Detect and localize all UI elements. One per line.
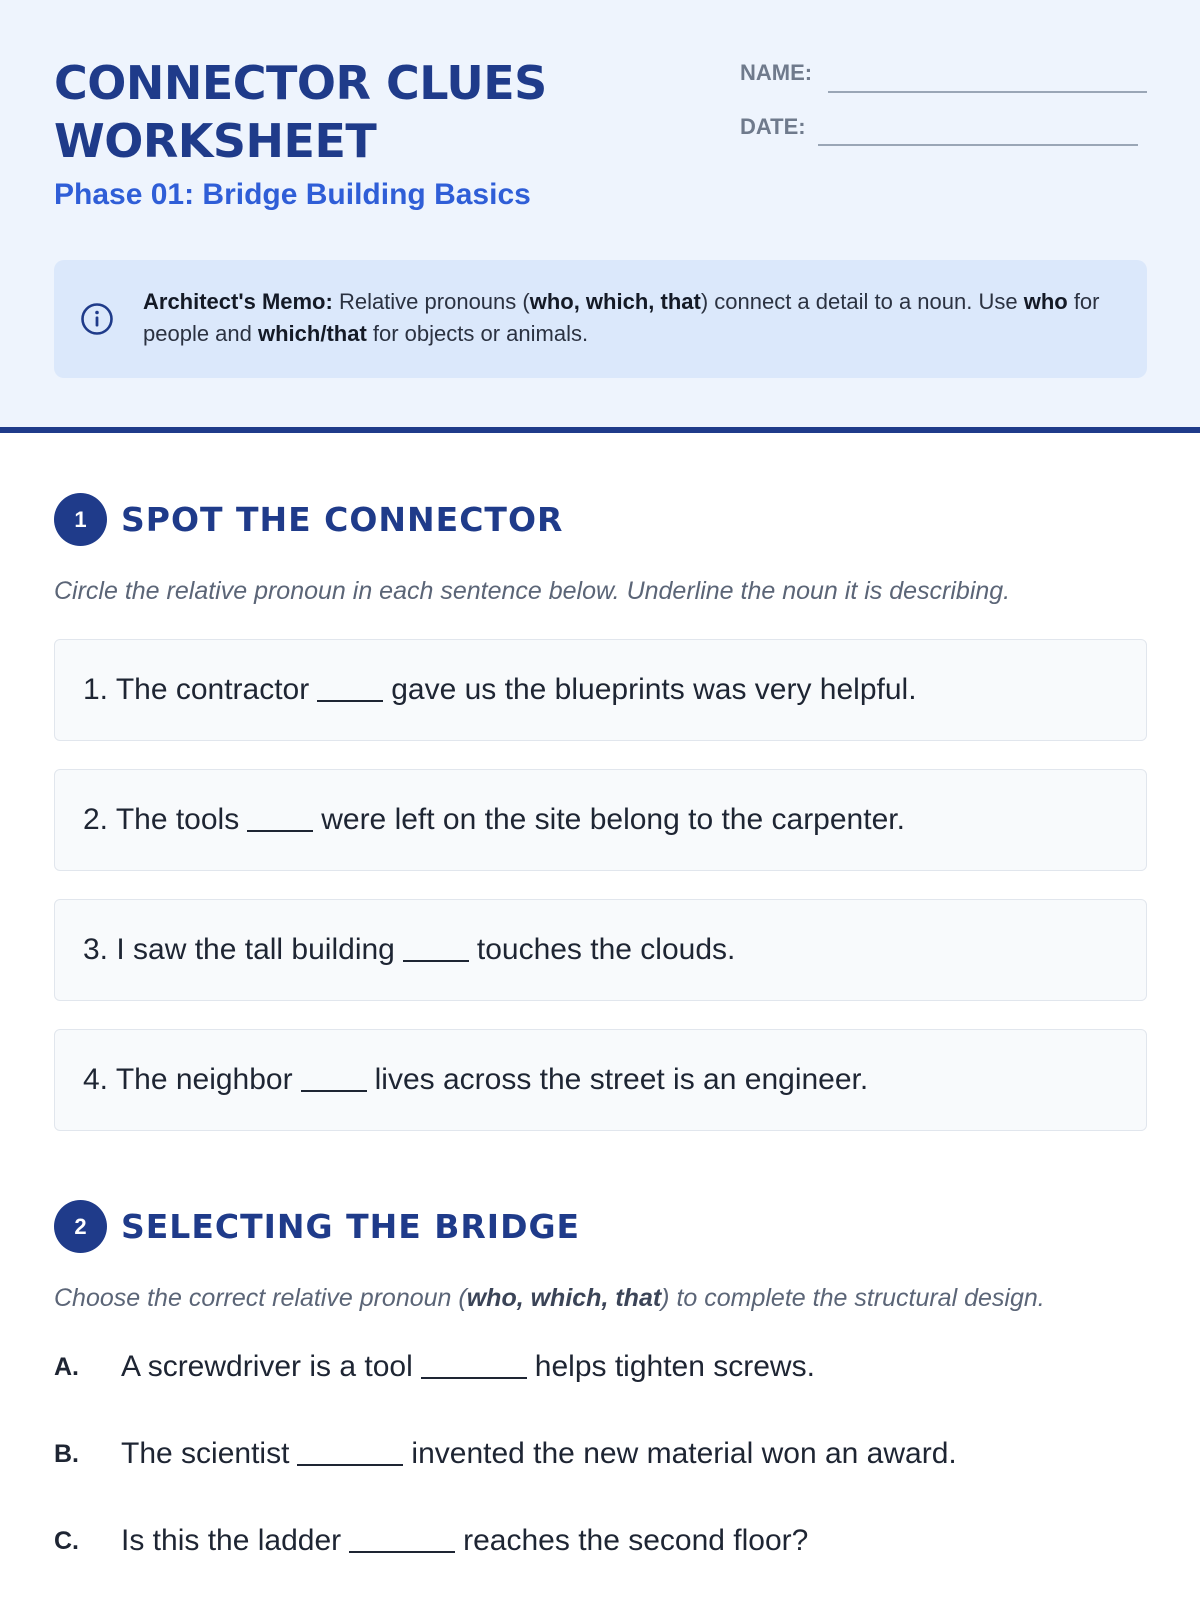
- section-2-title: SELECTING THE BRIDGE: [121, 1207, 581, 1246]
- page-subtitle: Phase 01: Bridge Building Basics: [54, 178, 531, 211]
- info-icon: [80, 302, 114, 336]
- question-text-before: 3. I saw the tall building: [83, 933, 395, 966]
- selection-item: [54, 1524, 808, 1558]
- item-letter: C.: [54, 1526, 79, 1555]
- memo-bold-which-that: which/that: [258, 321, 367, 346]
- answer-blank[interactable]: [403, 938, 469, 962]
- selection-item: [54, 1350, 815, 1384]
- item-text-before: A screwdriver is a tool: [121, 1350, 413, 1383]
- memo-text-part: ) connect a detail to a noun. Use: [700, 289, 1024, 314]
- question-box: [54, 899, 1147, 1001]
- question-text-after: were left on the site belong to the carpenter.: [321, 803, 905, 836]
- question-text-before: 2. The tools: [83, 803, 240, 836]
- item-letter: A.: [54, 1352, 79, 1381]
- question-box: [54, 639, 1147, 741]
- answer-blank[interactable]: [247, 808, 313, 832]
- section-1-badge: 1: [54, 493, 107, 546]
- answer-blank[interactable]: [421, 1355, 527, 1379]
- memo-text-part: for objects or animals.: [366, 321, 589, 346]
- name-field[interactable]: [828, 91, 1147, 93]
- instruction-text-part: ) to complete the structural design.: [661, 1284, 1045, 1312]
- name-label: NAME:: [740, 60, 813, 85]
- item-text-before: Is this the ladder: [121, 1524, 342, 1557]
- date-label: DATE:: [740, 114, 806, 139]
- question-text-after: touches the clouds.: [476, 933, 736, 966]
- question-text-after: gave us the blueprints was very helpful.: [391, 673, 917, 706]
- architect-memo: [54, 260, 1147, 378]
- date-field[interactable]: [818, 144, 1138, 146]
- memo-label: Architect's Memo:: [143, 289, 333, 314]
- page-title: CONNECTOR CLUES WORKSHEET: [54, 56, 547, 168]
- question-box: [54, 769, 1147, 871]
- memo-bold-pronouns: who, which, that: [529, 289, 701, 314]
- memo-bold-who: who: [1023, 289, 1068, 314]
- answer-blank[interactable]: [297, 1442, 403, 1466]
- selection-item: [54, 1437, 957, 1471]
- item-text-after: invented the new material won an award.: [411, 1437, 957, 1470]
- worksheet-header: [0, 0, 1200, 433]
- question-box: [54, 1029, 1147, 1131]
- section-1-instruction: Circle the relative pronoun in each sentence below. Underline the noun it is describing.: [54, 577, 1011, 605]
- question-text-before: 1. The contractor: [83, 673, 310, 706]
- instruction-bold-pronouns: who, which, that: [466, 1284, 662, 1312]
- answer-blank[interactable]: [349, 1529, 455, 1553]
- item-text-after: reaches the second floor?: [463, 1524, 809, 1557]
- memo-text-part: Relative pronouns (: [332, 289, 530, 314]
- memo-text-part: for people and: [143, 289, 1100, 346]
- answer-blank[interactable]: [301, 1068, 367, 1092]
- instruction-text-part: Choose the correct relative pronoun (: [54, 1284, 467, 1312]
- item-text-after: helps tighten screws.: [534, 1350, 815, 1383]
- section-2-instruction: [54, 1284, 1045, 1313]
- question-text-after: lives across the street is an engineer.: [374, 1063, 869, 1096]
- question-text-before: 4. The neighbor: [83, 1063, 293, 1096]
- item-letter: B.: [54, 1439, 79, 1468]
- memo-text: [143, 286, 1103, 350]
- section-2-badge: 2: [54, 1200, 107, 1253]
- item-text-before: The scientist: [121, 1437, 290, 1470]
- answer-blank[interactable]: [317, 678, 383, 702]
- section-1-title: SPOT THE CONNECTOR: [121, 500, 564, 539]
